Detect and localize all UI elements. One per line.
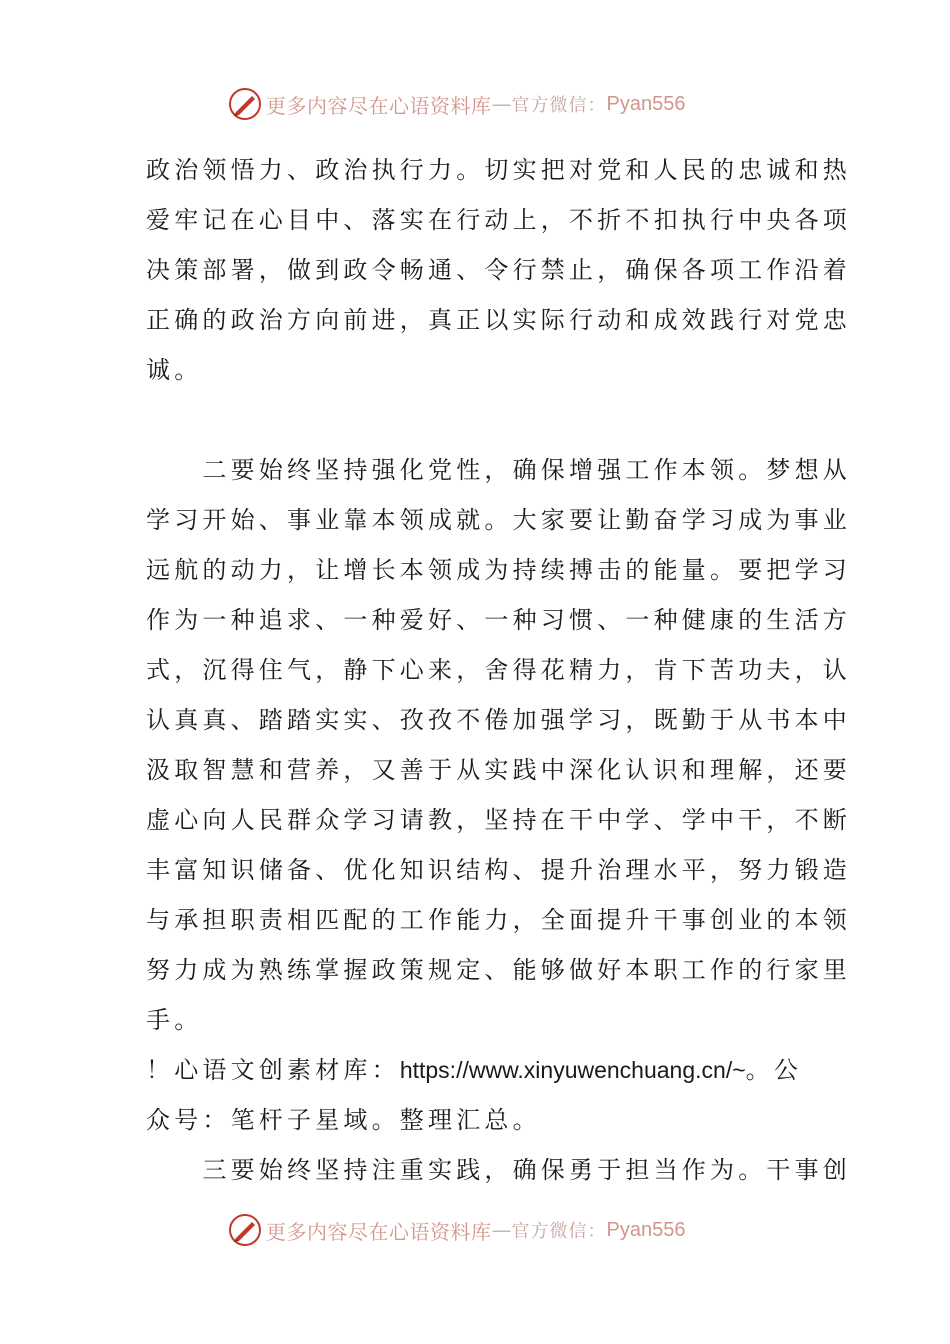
banner-wechat-label: 官方微信： xyxy=(511,95,607,116)
promo-line-2: 众号：笔杆子星域。整理汇总。 xyxy=(146,1106,541,1134)
promo-url-link[interactable]: https://www.xinyuwenchuang.cn/~ xyxy=(399,1057,746,1083)
banner-dash: — xyxy=(491,92,512,116)
body-line: 式，沉得住气，静下心来，舍得花精力，肯下苦功夫，认 xyxy=(146,656,851,684)
promo-prefix: ！心语文创素材库： xyxy=(146,1056,400,1084)
body-line: 诚。 xyxy=(146,356,203,384)
document-body xyxy=(146,150,851,1200)
body-line: 二要始终坚持强化党性，确保增强工作本领。梦想从 xyxy=(146,456,851,484)
promo-suffix: 。公 xyxy=(745,1056,803,1084)
header-banner xyxy=(228,84,685,124)
body-line: 作为一种追求、一种爱好、一种习惯、一种健康的生活方 xyxy=(146,606,851,634)
footer-banner xyxy=(228,1210,685,1250)
body-line: 虚心向人民群众学习请教，坚持在干中学、学中干，不断 xyxy=(146,806,851,834)
banner-title: 更多内容尽在心语资料库 xyxy=(266,93,492,118)
banner-dash: — xyxy=(491,1218,512,1242)
body-line: 认真真、踏踏实实、孜孜不倦加强学习，既勤于从书本中 xyxy=(146,706,851,734)
body-line: 汲取智慧和营养，又善于从实践中深化认识和理解，还要 xyxy=(146,756,851,784)
body-line: 三要始终坚持注重实践，确保勇于担当作为。干事创 xyxy=(146,1156,851,1184)
body-line: 手。 xyxy=(146,1006,203,1034)
pen-logo-icon xyxy=(228,87,262,121)
promo-line xyxy=(146,1050,806,1100)
body-line: 与承担职责相匹配的工作能力，全面提升干事创业的本领 xyxy=(146,906,851,934)
body-line: 努力成为熟练掌握政策规定、能够做好本职工作的行家里 xyxy=(146,956,851,984)
body-line: 学习开始、事业靠本领成就。大家要让勤奋学习成为事业 xyxy=(146,506,851,534)
body-line: 丰富知识储备、优化知识结构、提升治理水平，努力锻造 xyxy=(146,856,851,884)
banner-wechat-id: Pyan556 xyxy=(606,1218,686,1241)
banner-wechat-id: Pyan556 xyxy=(606,92,686,115)
body-line: 远航的动力，让增长本领成为持续搏击的能量。要把学习 xyxy=(146,556,851,584)
body-line: 爱牢记在心目中、落实在行动上，不折不扣执行中央各项 xyxy=(146,206,851,234)
banner-wechat-label: 官方微信： xyxy=(511,1221,607,1242)
body-line: 决策部署，做到政令畅通、令行禁止，确保各项工作沿着 xyxy=(146,256,851,284)
pen-logo-icon xyxy=(228,1213,262,1247)
banner-title: 更多内容尽在心语资料库 xyxy=(266,1219,492,1244)
body-line: 政治领悟力、政治执行力。切实把对党和人民的忠诚和热 xyxy=(146,156,851,184)
body-line: 正确的政治方向前进，真正以实际行动和成效践行对党忠 xyxy=(146,306,851,334)
